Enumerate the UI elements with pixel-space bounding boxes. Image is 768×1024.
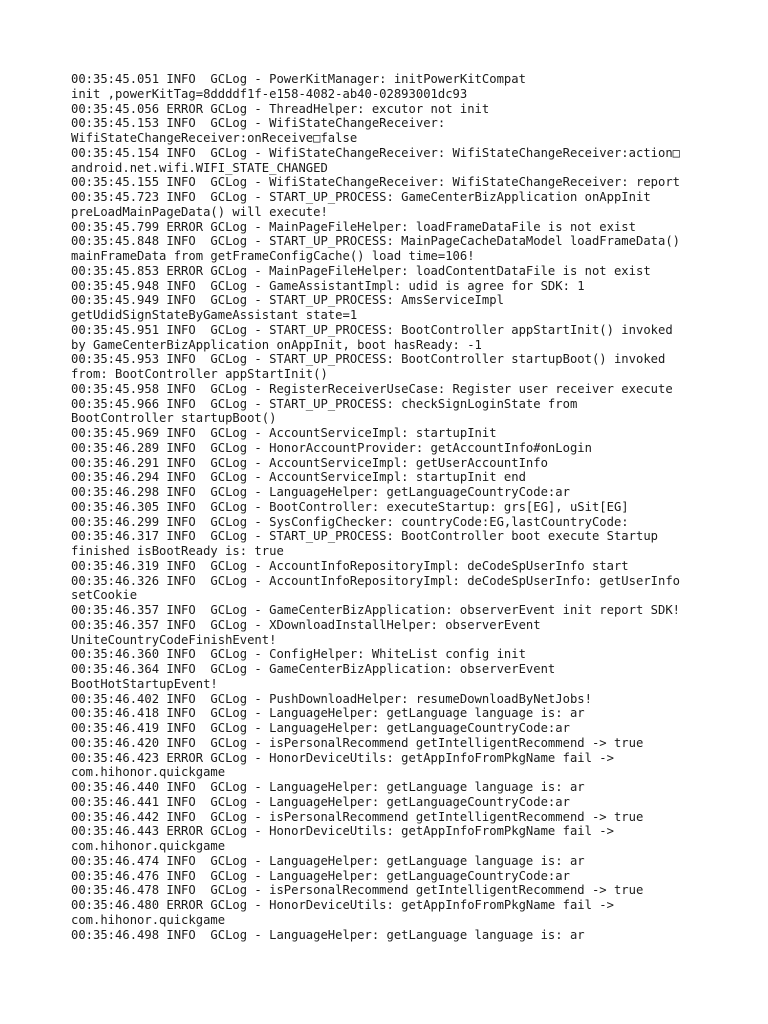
- log-line: 00:35:46.498 INFO GCLog - LanguageHelper: getLanguage language is: ar: [71, 927, 585, 942]
- log-line: mainFrameData from getFrameConfigCache() load time=106!: [71, 249, 475, 263]
- log-line: 00:35:45.056 ERROR GCLog - ThreadHelper: excutor not init: [71, 101, 490, 116]
- log-line: 00:35:46.294 INFO GCLog - AccountServiceImpl: startupInit end: [71, 470, 526, 485]
- log-line: com.hihonor.quickgame: [71, 912, 226, 927]
- log-line: 00:35:45.051 INFO GCLog - PowerKitManager: initPowerKitCompat: [71, 72, 526, 86]
- log-line: 00:35:46.289 INFO GCLog - HonorAccountProvider: getAccountInfo#onLogin: [71, 440, 592, 455]
- log-line: preLoadMainPageData() will execute!: [71, 204, 328, 219]
- log-line: 00:35:46.357 INFO GCLog - GameCenterBizApplication: observerEvent init report SDK!: [71, 603, 681, 617]
- log-line: 00:35:46.298 INFO GCLog - LanguageHelper: getLanguageCountryCode:ar: [71, 485, 570, 499]
- log-line: 00:35:46.441 INFO GCLog - LanguageHelper: getLanguageCountryCode:ar: [71, 794, 570, 809]
- log-line: finished isBootReady is: true: [71, 544, 284, 558]
- log-line: com.hihonor.quickgame: [71, 839, 226, 853]
- log-line: UniteCountryCodeFinishEvent!: [71, 632, 277, 647]
- log-line: 00:35:46.291 INFO GCLog - AccountServiceImpl: getUserAccountInfo: [71, 455, 548, 470]
- log-line: 00:35:46.478 INFO GCLog - isPersonalRecommend getIntelligentRecommend -> true: [71, 883, 644, 898]
- log-line: BootHotStartupEvent!: [71, 676, 218, 691]
- log-line: setCookie: [71, 588, 138, 603]
- log-line: from: BootController appStartInit(): [71, 367, 328, 381]
- log-line: 00:35:46.443 ERROR GCLog - HonorDeviceUtils: getAppInfoFromPkgName fail ->: [71, 824, 614, 839]
- log-line: WifiStateChangeReceiver:onReceive□false: [71, 131, 358, 145]
- log-line: init ,powerKitTag=8ddddf1f-e158-4082-ab40-02893001dc93: [71, 86, 468, 101]
- log-line: 00:35:45.951 INFO GCLog - START_UP_PROCESS: BootController appStartInit() invoked: [71, 322, 673, 337]
- log-line: 00:35:45.853 ERROR GCLog - MainPageFileHelper: loadContentDataFile is not exist: [71, 263, 651, 278]
- log-line: 00:35:46.357 INFO GCLog - XDownloadInstallHelper: observerEvent: [71, 617, 541, 632]
- log-line: 00:35:45.948 INFO GCLog - GameAssistantImpl: udid is agree for SDK: 1: [71, 278, 585, 293]
- log-line: 00:35:45.958 INFO GCLog - RegisterReceiverUseCase: Register user receiver execute: [71, 381, 673, 396]
- log-line: 00:35:46.319 INFO GCLog - AccountInfoRepositoryImpl: deCodeSpUserInfo start: [71, 558, 629, 573]
- log-line: 00:35:46.402 INFO GCLog - PushDownloadHelper: resumeDownloadByNetJobs!: [71, 691, 592, 706]
- log-line: 00:35:46.420 INFO GCLog - isPersonalRecommend getIntelligentRecommend -> true: [71, 735, 644, 750]
- log-line: 00:35:46.474 INFO GCLog - LanguageHelper: getLanguage language is: ar: [71, 853, 585, 868]
- log-line: 00:35:46.418 INFO GCLog - LanguageHelper: getLanguage language is: ar: [71, 706, 585, 721]
- log-line: 00:35:45.155 INFO GCLog - WifiStateChangeReceiver: WifiStateChangeReceiver: report: [71, 175, 681, 190]
- log-line: 00:35:45.153 INFO GCLog - WifiStateChangeReceiver:: [71, 116, 446, 131]
- log-line: 00:35:46.423 ERROR GCLog - HonorDeviceUtils: getAppInfoFromPkgName fail ->: [71, 750, 614, 765]
- log-line: 00:35:46.480 ERROR GCLog - HonorDeviceUtils: getAppInfoFromPkgName fail ->: [71, 898, 614, 912]
- log-line: 00:35:46.299 INFO GCLog - SysConfigChecker: countryCode:EG,lastCountryCode:: [71, 514, 629, 529]
- log-line: 00:35:46.442 INFO GCLog - isPersonalRecommend getIntelligentRecommend -> true: [71, 809, 644, 824]
- log-line: 00:35:45.969 INFO GCLog - AccountServiceImpl: startupInit: [71, 426, 497, 440]
- log-line: 00:35:45.848 INFO GCLog - START_UP_PROCESS: MainPageCacheDataModel loadFrameData(): [71, 234, 681, 249]
- log-line: 00:35:46.326 INFO GCLog - AccountInfoRepositoryImpl: deCodeSpUserInfo: getUserInfo: [71, 573, 681, 588]
- log-line: 00:35:46.476 INFO GCLog - LanguageHelper: getLanguageCountryCode:ar: [71, 868, 570, 883]
- log-line: 00:35:45.723 INFO GCLog - START_UP_PROCESS: GameCenterBizApplication onAppInit: [71, 190, 651, 204]
- log-line: 00:35:45.966 INFO GCLog - START_UP_PROCESS: checkSignLoginState from: [71, 396, 578, 411]
- log-line: BootController startupBoot(): [71, 411, 277, 426]
- log-line: getUdidSignStateByGameAssistant state=1: [71, 308, 358, 322]
- log-line: 00:35:46.364 INFO GCLog - GameCenterBizApplication: observerEvent: [71, 662, 556, 676]
- log-line: 00:35:46.440 INFO GCLog - LanguageHelper: getLanguage language is: ar: [71, 780, 585, 794]
- log-line: 00:35:46.317 INFO GCLog - START_UP_PROCESS: BootController boot execute Startup: [71, 529, 658, 544]
- log-line: 00:35:45.949 INFO GCLog - START_UP_PROCESS: AmsServiceImpl: [71, 293, 504, 308]
- log-line: 00:35:46.360 INFO GCLog - ConfigHelper: WhiteList config init: [71, 647, 526, 662]
- log-line: 00:35:45.799 ERROR GCLog - MainPageFileHelper: loadFrameDataFile is not exist: [71, 219, 636, 234]
- log-line: 00:35:46.419 INFO GCLog - LanguageHelper: getLanguageCountryCode:ar: [71, 721, 570, 735]
- log-line: 00:35:46.305 INFO GCLog - BootController: executeStartup: grs[EG], uSit[EG]: [71, 499, 629, 514]
- log-document: [71, 72, 761, 942]
- log-line: 00:35:45.154 INFO GCLog - WifiStateChangeReceiver: WifiStateChangeReceiver:action□: [71, 145, 681, 160]
- log-line: com.hihonor.quickgame: [71, 765, 226, 780]
- log-line: android.net.wifi.WIFI_STATE_CHANGED: [71, 160, 328, 175]
- log-line: 00:35:45.953 INFO GCLog - START_UP_PROCESS: BootController startupBoot() invoked: [71, 352, 666, 367]
- log-line: by GameCenterBizApplication onAppInit, boot hasReady: -1: [71, 337, 482, 352]
